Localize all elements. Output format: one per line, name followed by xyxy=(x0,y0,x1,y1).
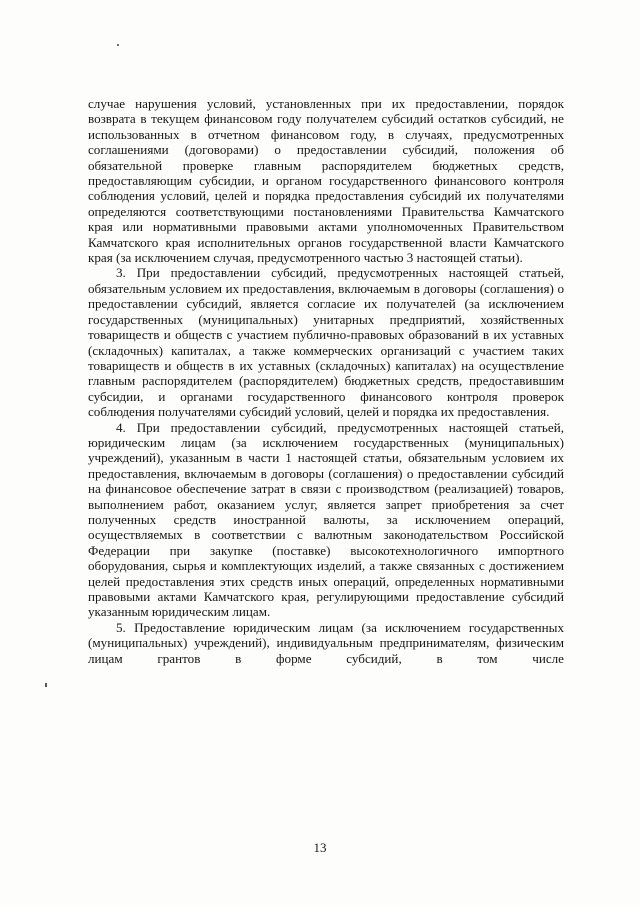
paragraph-continuation: случае нарушения условий, установленных при их предоставлении, порядок возврата в текущем финансовом году получателем субсидий остатков субсидий, не использованных в отчетном финансовом году, в случаях, предусмотренных соглашениями (договорами) о предоставлении субсидий, положения об обязательной проверке главным распорядителем бюджетных средств, предоставляющим субсидии, и органом государственного финансового контроля соблюдения условий, целей и порядка предоставления субсидий их получателями определяются соответствующими постановлениями Правительства Камчатского края или нормативными правовыми актами уполномоченных Правительством Камчатского края исполнительных органов государственной власти Камчатского края (за исключением случая, предусмотренного частью 3 настоящей статьи). xyxy=(88,96,564,266)
paragraph-5: 5. Предоставление юридическим лицам (за исключением государственных (муниципальных) учреждений), индивидуальным предпринимателям, физическим лицам грантов в форме субсидий, в том числе xyxy=(88,619,564,666)
scan-artifact-mark xyxy=(45,683,47,687)
scan-artifact-dot xyxy=(117,44,119,46)
paragraph-3: 3. При предоставлении субсидий, предусмотренных настоящей статьей, обязательным условием их предоставления, включаемым в договоры (соглашения) о предоставлении субсидий, является согласие их получателей (за исключением государственных (муниципальных) унитарных предприятий, хозяйственных товариществ и обществ с участием публично-правовых образований в их уставных (складочных) капиталах, а также коммерческих организаций с участием таких товариществ и обществ в их уставных (складочных) капиталах) на осуществление главным распорядителем (распорядителем) бюджетных средств, предоставившим субсидии, и органами государственного финансового контроля проверок соблюдения получателями субсидий условий, целей и порядка их предоставления. xyxy=(88,265,564,420)
paragraph-4: 4. При предоставлении субсидий, предусмотренных настоящей статьей, юридическим лицам (за исключением государственных (муниципальных) учреждений), указанным в части 1 настоящей статьи, обязательным условием их предоставления, включаемым в договоры (соглашения) о предоставлении субсидий на финансовое обеспечение затрат в связи с производством (реализацией) товаров, выполнением работ, оказанием услуг, является запрет приобретения за счет полученных средств иностранной валюты, за исключением операций, осуществляемых в соответствии с валютным законодательством Российской Федерации при закупке (поставке) высокотехнологичного импортного оборудования, сырья и комплектующих изделий, а также связанных с достижением целей предоставления этих средств иных операций, определенных нормативными правовыми актами Камчатского края, регулирующими предоставление субсидий указанным юридическим лицам. xyxy=(88,419,564,620)
document-body xyxy=(88,96,564,666)
page-number: 13 xyxy=(313,840,327,855)
